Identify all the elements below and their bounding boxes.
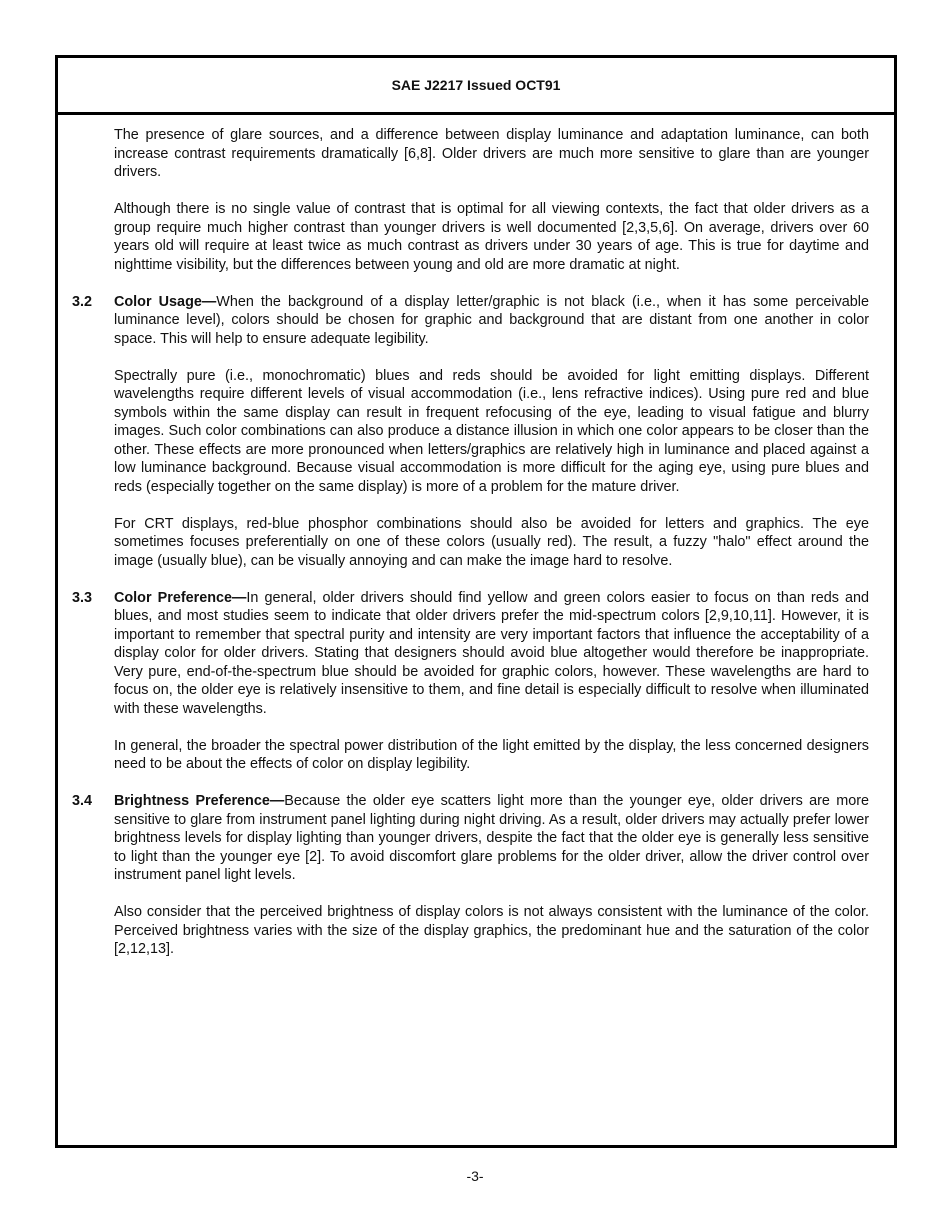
document-body xyxy=(58,126,894,977)
section-number: 3.3 xyxy=(72,589,93,606)
page-frame xyxy=(55,55,897,1148)
document-title: SAE J2217 Issued OCT91 xyxy=(391,77,561,93)
section-title: Color Preference— xyxy=(114,589,247,606)
section-number: 3.2 xyxy=(72,293,93,310)
section-3-4 xyxy=(72,792,870,885)
paragraph-contrast: Although there is no single value of contrast that is optimal for all viewing contexts, the fact that older drivers as a group require much higher contrast than younger drivers is well documented [2,3,5,6]. On average, drivers over 60 years old will require at least twice as much contrast as drivers under 30 years of age. This is true for daytime and nighttime visibility, but the differences between young and old are more dramatic at night. xyxy=(114,201,869,273)
paragraph-glare: The presence of glare sources, and a difference between display luminance and adaptation luminance, can both increase contrast requirements dramatically [6,8]. Older drivers are much more sensitive to glare than are younger drivers. xyxy=(114,127,869,180)
section-text: Because the older eye scatters light more than the younger eye, older drivers are more sensitive to glare from instrument panel lighting during night driving. As a result, older drivers may actually prefer lower brightness levels for display lighting than younger drivers, despite the fact that the older eye is generally less sensitive to light than the younger eye [2]. To avoid discomfort glare problems for the older driver, allow the driver control over instrument panel light levels. xyxy=(114,793,870,883)
paragraph-perceived-brightness: Also consider that the perceived brightness of display colors is not always consistent with the luminance of the color. Perceived brightness varies with the size of the display graphics, the predominant hue and the saturation of the color [2,12,13]. xyxy=(114,904,869,957)
paragraph-crt: For CRT displays, red-blue phosphor combinations should also be avoided for letters and graphics. The eye sometimes focuses preferentially on one of these colors (usually red). The result, a fuzzy "halo" effect around the image (usually blue), can be visually annoying and can make the image hard to resolve. xyxy=(114,515,869,569)
page-number: -3- xyxy=(466,1168,484,1184)
section-3-2 xyxy=(72,293,869,349)
section-text: When the background of a display letter/graphic is not black (i.e., when it has some perceivable luminance level), colors should be chosen for graphic and background that are distant from one another in color space. This will help to ensure adequate legibility. xyxy=(114,293,869,347)
section-title: Brightness Preference— xyxy=(114,793,285,809)
document-header xyxy=(58,58,894,115)
section-number: 3.4 xyxy=(72,793,93,809)
paragraph-spectral-power: In general, the broader the spectral power distribution of the light emitted by the display, the less concerned designers need to be about the effects of color on display legibility. xyxy=(114,737,869,772)
section-text: In general, older drivers should find yellow and green colors easier to focus on than reds and blues, and most studies seem to indicate that older drivers prefer the mid-spectrum colors [2,9,10,11]. However, it is important to remember that spectral purity and intensity are very important factors that influence the acceptability of a display color for older drivers. Stating that designers should avoid blue altogether would therefore be inappropriate. Very pure, end-of-the-spectrum blue should be avoided for graphic colors, however. These wavelengths are hard to focus on, the older eye is relatively insensitive to them, and fine detail is especially difficult to resolve when illuminated with these wavelengths. xyxy=(114,589,869,717)
section-3-3 xyxy=(72,589,869,719)
paragraph-spectral: Spectrally pure (i.e., monochromatic) blues and reds should be avoided for light emitting displays. Different wavelengths require different levels of visual accommodation (i.e., lens refractive indices). Using pure red and blue symbols within the same display can result in frequent refocusing of the eye, leading to visual fatigue and blurry images. Such color combinations can also produce a distance illusion in which one color appears to be closer than the other. These effects are more pronounced when letters/graphics are relatively high in luminance and placed against a low luminance background. Because visual accommodation is more difficult for the aging eye, using pure blues and reds (especially together on the same display) is more of a problem for the mature driver. xyxy=(114,367,869,495)
section-title: Color Usage— xyxy=(114,293,217,310)
